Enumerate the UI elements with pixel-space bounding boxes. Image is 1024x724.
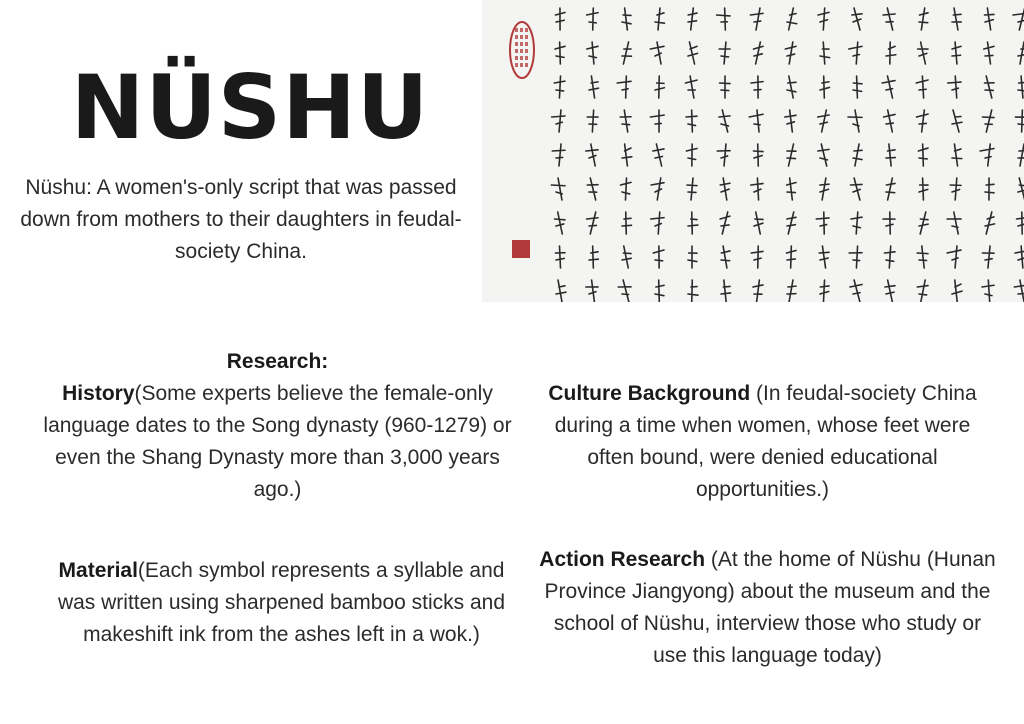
history-text: (Some experts believe the female-only language dates to the Song dynasty (960-1279) or even the Shang Dynasty more than 3,000 years ago.) — [43, 382, 512, 501]
action-research-section — [535, 544, 1000, 672]
action-label: Action Research — [539, 548, 706, 571]
history-section — [30, 378, 525, 506]
subtitle: Nüshu: A women's-only script that was passed down from mothers to their daughters in feudal-society China. — [20, 176, 462, 263]
material-section — [38, 555, 525, 651]
square-seal — [512, 240, 530, 258]
calligraphy-scroll-icon — [482, 0, 1024, 302]
history-label: History — [62, 382, 135, 405]
material-text: (Each symbol represents a syllable and was written using sharpened bamboo sticks and makeshift ink from the ashes left in a wok.) — [57, 559, 506, 646]
culture-section — [535, 378, 990, 506]
culture-text: (In feudal-society China during a time when women, whose feet were often bound, were denied educational opportunities.) — [554, 382, 977, 501]
nushu-calligraphy-image — [482, 0, 1024, 302]
research-heading: Research: — [226, 350, 329, 373]
culture-label: Culture Background — [548, 382, 751, 405]
material-label: Material — [58, 559, 138, 582]
page-title: NÜSHU — [70, 56, 430, 159]
action-text: (At the home of Nüshu (Hunan Province Jiangyong) about the museum and the school of Nüshu, interview those who study or use this language today) — [544, 548, 996, 667]
